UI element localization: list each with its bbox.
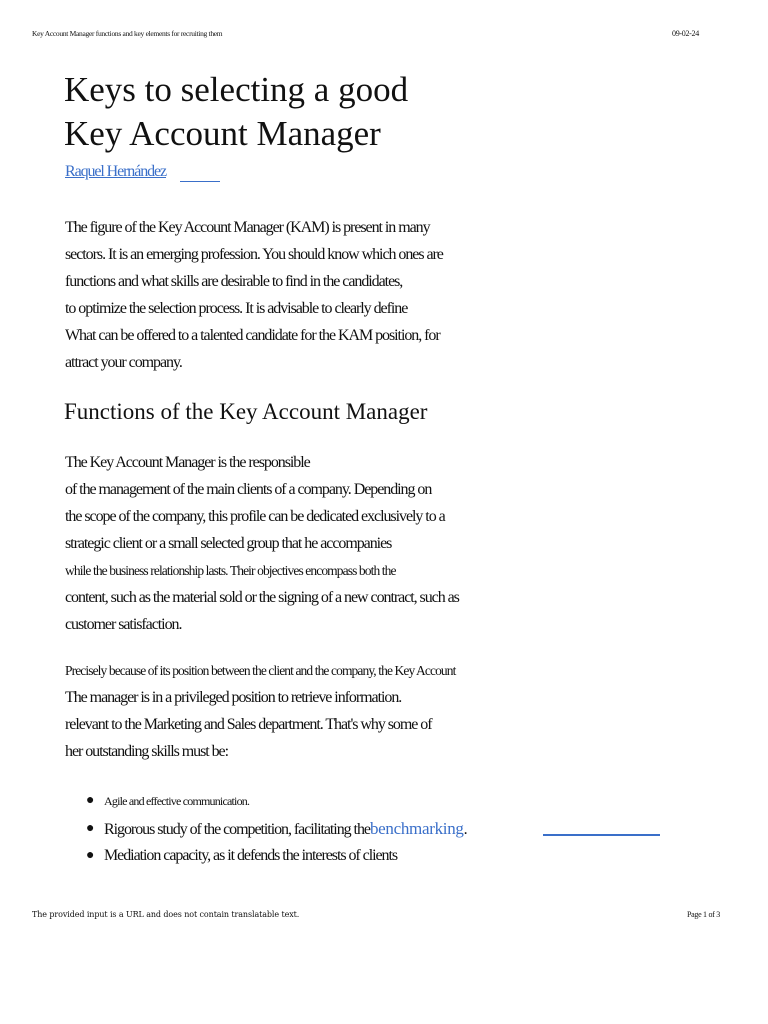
section-heading: Functions of the Key Account Manager (64, 399, 428, 424)
header-document-title: Key Account Manager functions and key elements for recruiting them (32, 29, 223, 38)
list-item (86, 815, 467, 842)
functions-line: of the management of the main clients of a company. Depending on (65, 481, 432, 498)
title-line: Keys to selecting a good (64, 70, 409, 109)
bullet-icon: ● (86, 793, 94, 808)
header-date: 09-02-24 (672, 29, 699, 38)
intro-line: functions and what skills are desirable to find in the candidates, (65, 273, 403, 290)
bullet-icon: ● (86, 821, 94, 836)
functions-line: while the business relationship lasts. Their objectives encompass both the (65, 563, 396, 578)
position-line: relevant to the Marketing and Sales department. That's why some of (65, 716, 432, 733)
functions-line: content, such as the material sold or the signing of a new contract, such as (65, 589, 459, 606)
intro-line: sectors. It is an emerging profession. You should know which ones are (65, 246, 443, 263)
functions-paragraph (65, 449, 459, 638)
functions-line: strategic client or a small selected group that he accompanies (65, 535, 392, 552)
position-line: Precisely because of its position between the client and the company, the Key Account (65, 663, 456, 678)
position-line: her outstanding skills must be: (65, 743, 228, 760)
skills-list (86, 787, 467, 869)
intro-line: attract your company. (65, 354, 182, 371)
position-paragraph (65, 657, 455, 765)
list-item (86, 787, 467, 815)
footer-note: The provided input is a URL and does not contain translatable text. (32, 910, 300, 919)
page-title (64, 68, 408, 156)
bullet-icon: ● (86, 848, 94, 863)
author-link[interactable]: Raquel Hernández (65, 163, 167, 180)
list-item-text: Rigorous study of the competition, facilitating the (104, 821, 370, 838)
intro-line: What can be offered to a talented candidate for the KAM position, for (65, 327, 440, 344)
list-item-text: Mediation capacity, as it defends the interests of clients (104, 847, 398, 864)
page-number: Page 1 of 3 (687, 910, 720, 919)
benchmarking-link-underline[interactable] (543, 834, 660, 836)
title-line: Key Account Manager (64, 114, 381, 153)
list-item-text: Agile and effective communication. (104, 794, 250, 808)
intro-line: to optimize the selection process. It is advisable to clearly define (65, 300, 408, 317)
functions-line: the scope of the company, this profile can be dedicated exclusively to a (65, 508, 445, 525)
functions-line: customer satisfaction. (65, 616, 182, 633)
list-item (86, 842, 467, 869)
list-item-text: . (463, 821, 467, 838)
intro-line: The figure of the Key Account Manager (KAM) is present in many (65, 219, 430, 236)
functions-line: The Key Account Manager is the responsible (65, 454, 310, 471)
benchmarking-link[interactable]: benchmarking (369, 819, 464, 838)
author-link-underline (180, 181, 220, 182)
position-line: The manager is in a privileged position to retrieve information. (65, 689, 402, 706)
intro-paragraph (65, 214, 443, 376)
